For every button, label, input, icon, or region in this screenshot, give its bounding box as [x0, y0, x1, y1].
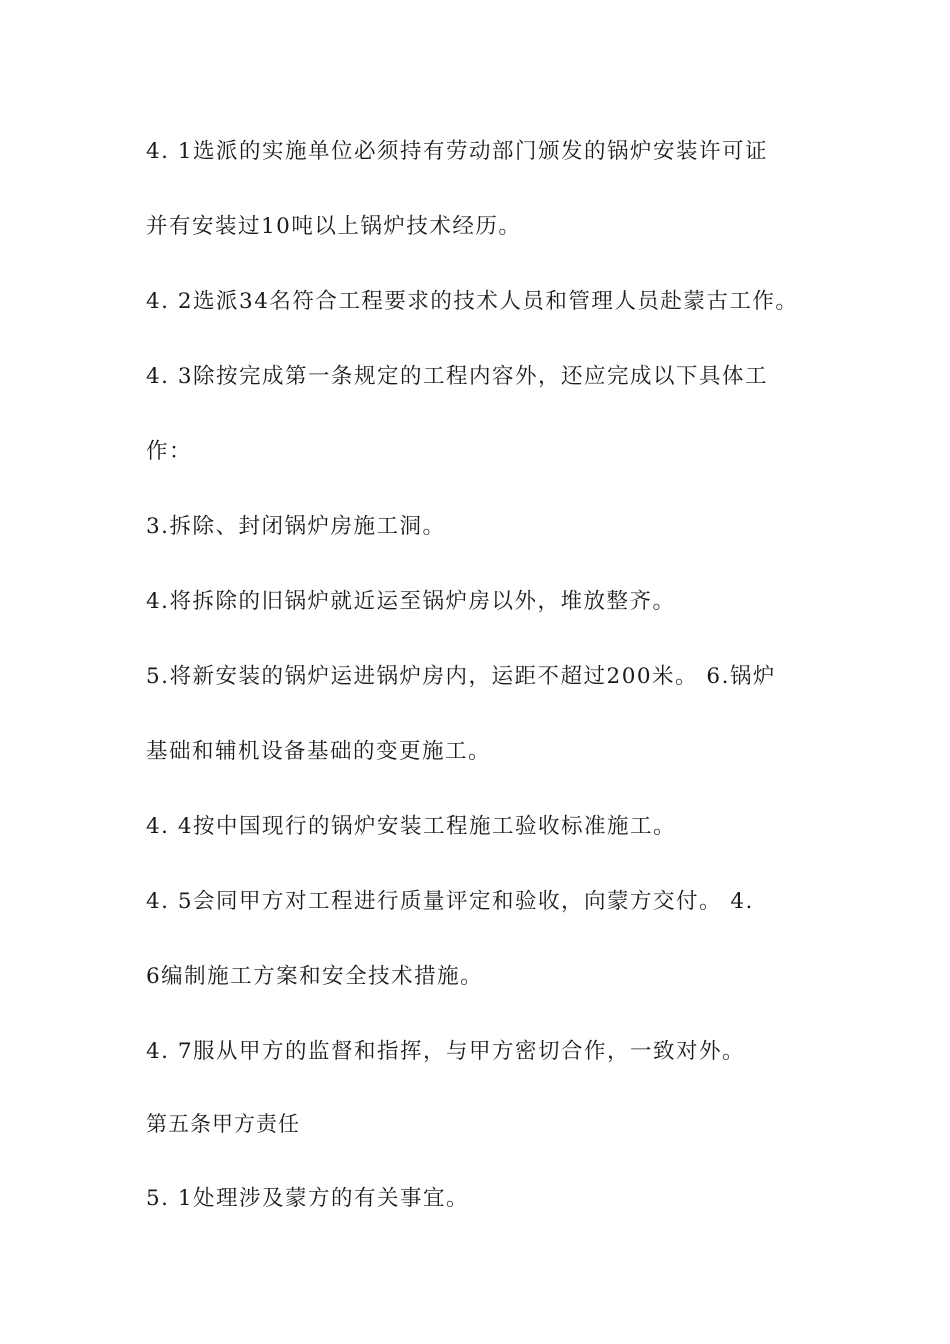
clause-4-3-line-2: 作： — [146, 439, 193, 464]
clause-4-7: 4. 7服从甲方的监督和指挥，与甲方密切合作，一致对外。 — [146, 1039, 746, 1064]
clause-4-2: 4. 2选派34名符合工程要求的技术人员和管理人员赴蒙古工作。 — [146, 289, 799, 314]
clause-4-1-line-2: 并有安装过10吨以上锅炉技术经历。 — [146, 214, 522, 239]
item-5-line-1: 5.将新安装的锅炉运进锅炉房内，运距不超过200米。 6.锅炉 — [146, 664, 776, 689]
item-6-line-2: 基础和辅机设备基础的变更施工。 — [146, 739, 492, 764]
clause-4-1-line-1: 4. 1选派的实施单位必须持有劳动部门颁发的锅炉安装许可证 — [146, 139, 769, 164]
section-5-heading: 第五条甲方责任 — [146, 1112, 300, 1136]
clause-4-6: 6编制施工方案和安全技术措施。 — [146, 964, 484, 989]
clause-4-5: 4. 5会同甲方对工程进行质量评定和验收，向蒙方交付。 4. — [146, 889, 754, 914]
clause-4-3-line-1: 4. 3除按完成第一条规定的工程内容外，还应完成以下具体工 — [146, 364, 769, 389]
item-4: 4.将拆除的旧锅炉就近运至锅炉房以外，堆放整齐。 — [146, 589, 676, 614]
clause-4-4: 4. 4按中国现行的锅炉安装工程施工验收标准施工。 — [146, 814, 677, 839]
item-3: 3.拆除、封闭锅炉房施工洞。 — [146, 514, 446, 539]
clause-5-1: 5. 1处理涉及蒙方的有关事宜。 — [146, 1186, 470, 1211]
